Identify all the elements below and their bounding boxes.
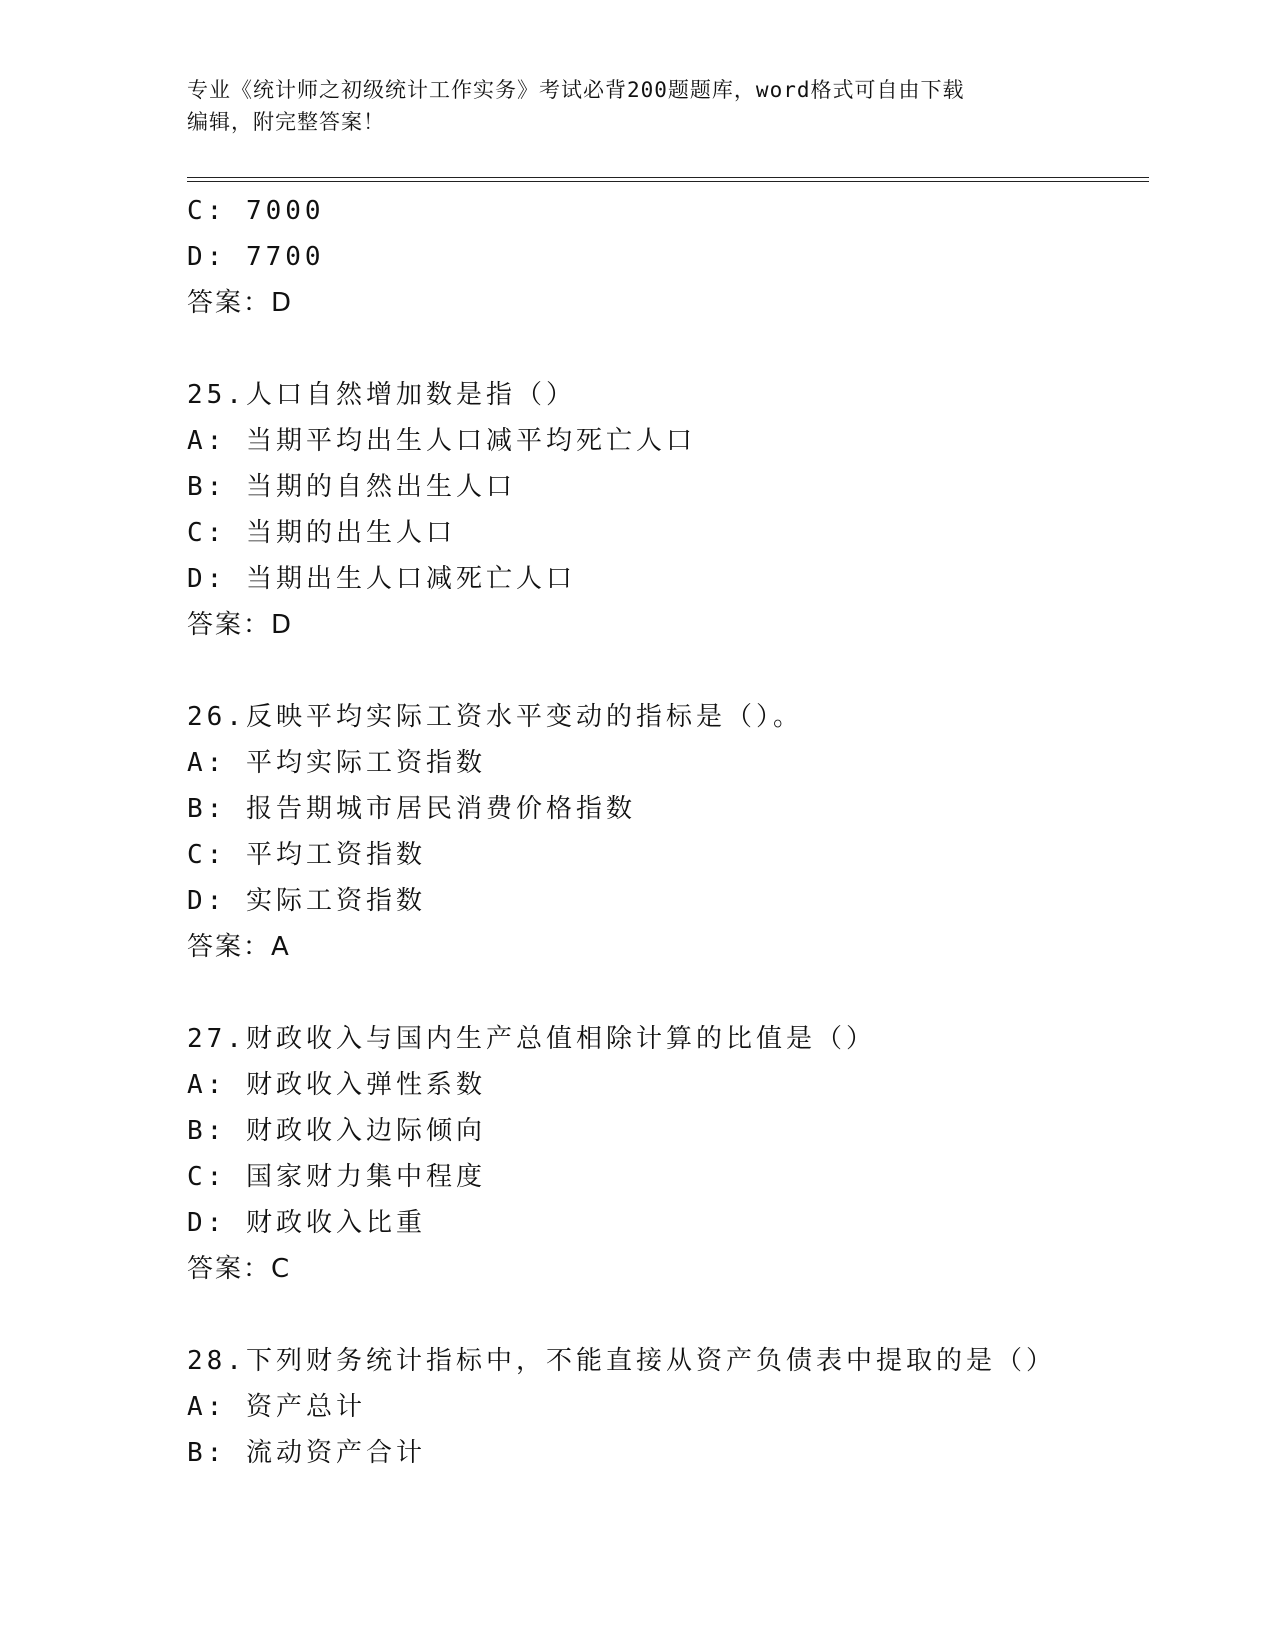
option-a: A: 资产总计 (187, 1392, 366, 1422)
question-stem: 25.人口自然增加数是指（） (187, 380, 576, 410)
question-fragment (187, 188, 1147, 326)
option-a: A: 当期平均出生人口减平均死亡人口 (187, 426, 696, 456)
option-d: D: 财政收入比重 (187, 1208, 426, 1238)
answer-line: 答案：D (187, 288, 294, 318)
option-c: C: 国家财力集中程度 (187, 1162, 486, 1192)
option-c: C: 平均工资指数 (187, 840, 426, 870)
option-d: D: 实际工资指数 (187, 886, 426, 916)
option-a: A: 平均实际工资指数 (187, 748, 486, 778)
header-divider-top (187, 177, 1149, 178)
question-28 (187, 1338, 1147, 1476)
answer-line: 答案：A (187, 932, 291, 962)
spacer (187, 1292, 1147, 1338)
question-27 (187, 1016, 1147, 1292)
spacer (187, 326, 1147, 372)
option-a: A: 财政收入弹性系数 (187, 1070, 486, 1100)
option-b: B: 流动资产合计 (187, 1438, 426, 1468)
document-header (187, 74, 1087, 138)
question-stem: 27.财政收入与国内生产总值相除计算的比值是（） (187, 1024, 876, 1054)
question-stem: 28.下列财务统计指标中，不能直接从资产负债表中提取的是（） (187, 1346, 1056, 1376)
option-c: C: 7000 (187, 196, 325, 226)
option-d: D: 当期出生人口减死亡人口 (187, 564, 576, 594)
option-b: B: 报告期城市居民消费价格指数 (187, 794, 636, 824)
question-25 (187, 372, 1147, 648)
spacer (187, 970, 1147, 1016)
answer-line: 答案：C (187, 1254, 292, 1284)
option-b: B: 当期的自然出生人口 (187, 472, 516, 502)
question-stem: 26.反映平均实际工资水平变动的指标是（）。 (187, 702, 803, 732)
option-d: D: 7700 (187, 242, 325, 272)
question-list (187, 188, 1147, 1476)
spacer (187, 648, 1147, 694)
question-26 (187, 694, 1147, 970)
header-line-2: 编辑，附完整答案！ (187, 110, 385, 134)
answer-line: 答案：D (187, 610, 294, 640)
option-c: C: 当期的出生人口 (187, 518, 456, 548)
header-divider-bottom (187, 181, 1149, 182)
option-b: B: 财政收入边际倾向 (187, 1116, 486, 1146)
header-line-1: 专业《统计师之初级统计工作实务》考试必背200题题库，word格式可自由下载 (187, 78, 965, 102)
